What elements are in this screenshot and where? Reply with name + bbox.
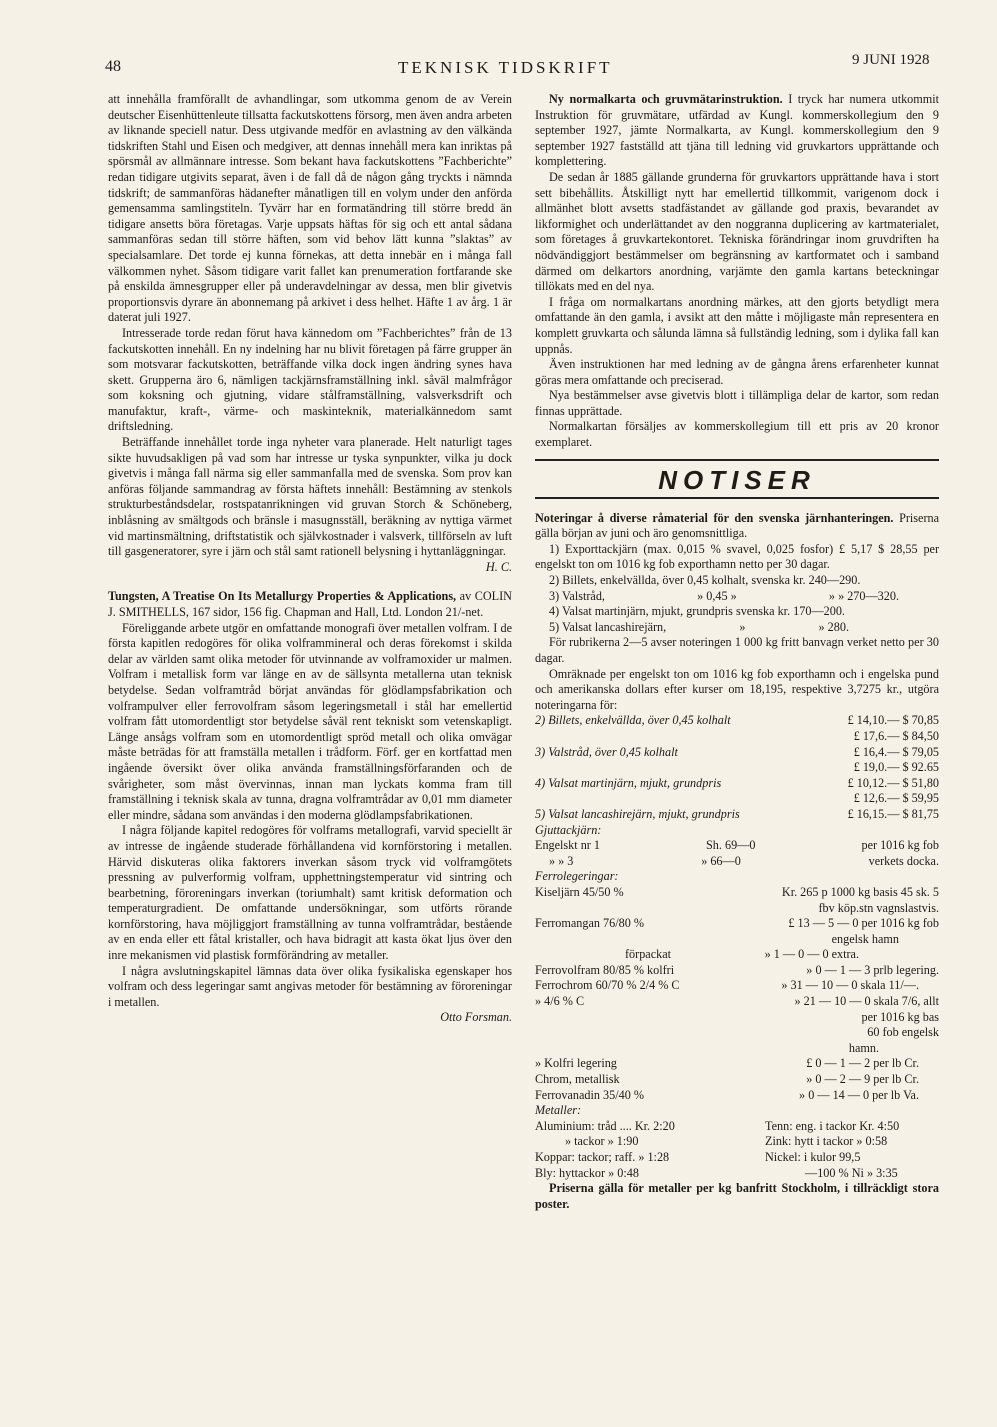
value: Tenn: eng. i tackor Kr. 4:50 bbox=[765, 1118, 900, 1133]
paragraph: I några avslutningskapitel lämnas data över olika fysikaliska egenskaper hos volfram och dess legeringar samt angivas metoder för bestämning av föroreningar i metallen. bbox=[108, 963, 512, 1009]
price-row bbox=[535, 963, 939, 979]
price-row bbox=[535, 1025, 939, 1041]
label: 4) Valsat martinjärn, mjukt, grundpris bbox=[535, 775, 722, 790]
paragraph: För rubrikerna 2—5 avser noteringen 1 000 kg fritt banvagn verket netto per 30 dagar. bbox=[535, 635, 939, 665]
value: £ 12,6.— $ 59,95 bbox=[853, 791, 939, 806]
paragraph: Intresserade torde redan förut hava kännedom om ”Fachberichtes” från de 13 fackutskotten innehåll. En ny indelning har nu blivit företagen på färre grupper än som motsvarar fackutskotten, beträffande vilka dock ingen ändring synes hava skett. Grupperna äro 6, nämligen tackjärnsframställning inkl. såväl malmfrågor som koksning och gjutning, vidare stålframställning, valsverksdrift och manufaktur, kraft-, värme- och maskinteknik, materialkännedom samt driftsledning. bbox=[108, 325, 512, 434]
label: Ferromangan 76/80 % bbox=[535, 916, 644, 931]
label: 3) Valstråd, över 0,45 kolhalt bbox=[535, 744, 678, 759]
price-row bbox=[535, 776, 939, 792]
paragraph: Även instruktionen har med ledning av de gångna årens erfarenheter kunnat göras mera omfattande och preciserad. bbox=[535, 357, 939, 387]
value: » tackor » 1:90 bbox=[565, 1134, 639, 1149]
price-row bbox=[535, 885, 939, 901]
section-title: NOTISER bbox=[658, 464, 816, 495]
paragraph: att innehålla framförallt de avhandlingar, som utkomma genom de av Verein deutscher Eisenhüttenleute tillsatta fackutskottens försorg, men även andra arbeten av liknande speciell natur. Dess utgivande medför en avlastning av den välkända tidskriften Stahl und Eisen och medgiver, att dennas innehåll mera kan inriktas på spörsmål av allmännare intresse. Som bekant hava fackutskottens ”Fachberichte” redan tidigare utgivits separat, även i de fall då de någon gång tryckts i nämnda tidskrift; de sammanföras hädanefter månatligen till en volym under den anförda gemensamma samlingstiteln. Tyvärr har en formatändring till större bredd än tidigare ansetts böra företagas. Varje uppsats häftas för sig och ett antal sådana sammanföras sedan till större häften, som vid behov lätt kunna ”slaktas” av specialsamlare. Det torde ej kunna förnekas, att detta innebär en i många fall välkommen nyhet. Såsom tidigare varit fallet kan prenumeration fortfarande ske på enskilda ämnesgrupper eller på underavdelningar av dessa, men blir givetvis proportionsvis dyrare än abonnemang på arkivet i dess helhet. Häfte 1 av årg. 1 är daterat juli 1927. bbox=[108, 92, 512, 325]
label: Engelskt nr 1 bbox=[535, 838, 600, 853]
price-row bbox=[535, 1041, 939, 1057]
page-number: 48 bbox=[105, 58, 121, 75]
label: Ferrovanadin 35/40 % bbox=[535, 1087, 644, 1102]
label: Kiseljärn 45/50 % bbox=[535, 884, 624, 899]
metal-prices bbox=[535, 1119, 939, 1181]
value: » 0 — 1 — 3 prlb legering. bbox=[806, 962, 939, 977]
value: per 1016 kg bas bbox=[861, 1009, 939, 1024]
paragraph: Beträffande innehållet torde inga nyheter vara planerade. Helt naturligt tages sikte huvudsakligen på vad som har intresse ur tyska synpunkter, vilka ju dock givetvis i många fall närma sig eller sammanfalla med de svenska. Som prov kan anföras följande sammandrag av första häftets innehåll: Bestämning av stenkols strukturbeståndsdelar, rostspatanrikningen vid gruvan Storch & Schöneberg, inblåsning av smältgods och bränsle i masugnsställ, beräkning av nyttiga värmet vid martinsmältning, driftstatistik och självkostnader i valsverk, tillförseln av luft till gasgeneratorer, syre i järn och stål samt rationell belysning i hyttanläggningar. bbox=[108, 435, 512, 559]
right-column bbox=[535, 92, 939, 1212]
divider bbox=[535, 497, 939, 499]
label: » 4/6 % C bbox=[535, 994, 585, 1009]
value: fbv köp.stn vagnslastvis. bbox=[818, 900, 939, 915]
article-heading bbox=[535, 92, 939, 170]
price-row bbox=[535, 916, 939, 932]
list-item: 2) Billets, enkelvällda, över 0,45 kolhalt, svenska kr. 240—290. bbox=[549, 573, 861, 588]
issue-date: 9 JUNI 1928 bbox=[852, 52, 930, 68]
label: » » 3 bbox=[549, 853, 574, 868]
value: Kr. 265 p 1000 kg basis 45 sk. 5 bbox=[781, 884, 939, 899]
value: —100 % Ni » 3:35 bbox=[805, 1165, 898, 1180]
value: » 31 — 10 — 0 skala 11/—. bbox=[781, 978, 919, 993]
value: £ 19,0.— $ 92.65 bbox=[853, 760, 939, 775]
price-row bbox=[535, 729, 939, 745]
value: 60 fob engelsk bbox=[867, 1025, 939, 1040]
price-row bbox=[535, 745, 939, 761]
value: verkets docka. bbox=[868, 853, 939, 868]
list-item bbox=[535, 620, 939, 636]
subheading: Metaller: bbox=[535, 1103, 582, 1118]
paragraph: I några följande kapitel redogöres för volframs metallografi, varvid speciellt är av intresse de ingående studerade förhållandena vid kornförstoring i metallen. Härvid diskuteras olika faktorers inverkan såsom tryck vid volframgötets pressning av pulverformig volfram, upphettningstemperatur vid sintring och bearbetning, föroreningars inverkan (toriumhalt) samt kritisk deformation och temperaturgradient. De omfattande undersökningar, som utförts rörande kornförstoring, hava möjliggjort framställning av tunna volframtrådar, bestående av en enda eller ett fåtal kristaller, och hava bidragit att kasta ökat ljus över den inre mekanismen vid plastisk formförändring av metaller. bbox=[108, 823, 512, 963]
value: » 0 — 14 — 0 per lb Va. bbox=[799, 1087, 919, 1102]
price-row bbox=[535, 947, 939, 963]
value: Sh. 69—0 bbox=[706, 838, 756, 853]
value: Koppar: tackor; raff. » 1:28 bbox=[535, 1150, 670, 1164]
book-review-heading bbox=[108, 589, 512, 620]
value: £ 0 — 1 — 2 per lb Cr. bbox=[806, 1056, 919, 1071]
notice-intro: Priserna gälla början av juni och äro genomsnittliga. bbox=[535, 510, 939, 541]
price-row bbox=[535, 1010, 939, 1026]
article-title: Ny normalkarta och gruvmätarinstruktion. bbox=[549, 92, 783, 106]
value: hamn. bbox=[848, 1040, 879, 1055]
value: Bly: hyttackor » 0:48 bbox=[535, 1165, 639, 1180]
price-row bbox=[535, 713, 939, 729]
paragraph: I fråga om normalkartans anordning märkes, att den gjorts betydligt mera omfattande än den gamla, i avsikt att den måtte i möjligaste mån representera en komplett gruvkarta och sålunda lämna så fullständig ledning, som i dylika fall kan uppnås. bbox=[535, 294, 939, 356]
paragraph: Normalkartan försäljes av kommerskollegium till ett pris av 20 kronor exemplaret. bbox=[535, 419, 939, 450]
divider bbox=[535, 459, 939, 461]
value: » 0 — 2 — 9 per lb Cr. bbox=[806, 1072, 919, 1087]
price-row bbox=[535, 791, 939, 807]
value: Zink: hytt i tackor » 0:58 bbox=[765, 1134, 888, 1149]
paragraph: I tryck har numera utkommit Instruktion för gruvmätare, utfärdad av Kungl. kommerskollegium den 9 september 1927, jämte Normalkarta, av Kungl. kommerskollegium den 9 september 1927 fastställd att tjäna till ledning vid gruvkartors upprättande och komplettering. bbox=[535, 92, 939, 169]
value: Nickel: i kulor 99,5 bbox=[765, 1150, 861, 1164]
value: £ 16,15.— $ 81,75 bbox=[847, 806, 939, 821]
journal-title: TEKNISK TIDSKRIFT bbox=[398, 58, 613, 77]
value: per 1016 kg fob bbox=[861, 838, 939, 853]
price-row bbox=[535, 1072, 939, 1088]
value: » 280. bbox=[818, 619, 849, 634]
value: £ 14,10.— $ 70,85 bbox=[847, 713, 939, 728]
paragraph: Omräknade per engelskt ton om 1016 kg fob exporthamn och i engelska pund och amerikanska dollars efter kurser om 18,195, respektive 3,7275 kr., utgöra noteringarna för: bbox=[535, 666, 939, 712]
label: förpackat bbox=[625, 947, 672, 962]
value: » 0,45 » bbox=[697, 588, 737, 603]
subheading: Gjuttackjärn: bbox=[535, 822, 602, 837]
label: Ferrochrom 60/70 % 2/4 % C bbox=[535, 978, 680, 993]
label: Ferrovolfram 80/85 % kolfri bbox=[535, 962, 675, 977]
book-meta: av COLIN J. SMITHELLS, 167 sidor, 156 fig. Chapman and Hall, Ltd. London 21/-net. bbox=[108, 589, 512, 619]
label: Chrom, metallisk bbox=[535, 1072, 620, 1087]
price-row bbox=[535, 1088, 939, 1104]
price-row bbox=[535, 932, 939, 948]
label: 5) Valsat lancashirejärn, mjukt, grundpris bbox=[535, 806, 740, 821]
value: engelsk hamn bbox=[831, 931, 899, 946]
paragraph: Föreliggande arbete utgör en omfattande monografi över metallen volfram. I de första kapitlen redogöres för olika volframmineral och deras förekomst i skilda delar av världen samt olika metoder för utvinnande av volframoxider ur malmen. Volfram i metallisk form var länge en av de sällsynta metallerna utan teknisk betydelse. Sedan volframtråd börjat användas för glödlampsfabrikation och volframpulver eller ferrovolfram såsom legeringsmetall i stål har emellertid volfram fått utomordentligt stor betydelse såväl rent tekniskt som vetenskapligt. Länge ansågs volfram som en utomordentligt spröd metall och olika omvägar måste beträdas för att framställa metallen i trådform. Förf. ger en kortfattad men ingående översikt över olika använda framställningsförfaranden och de svårigheter, som måst övervinnas, innan man lyckats komma fram till framställning i teknisk skala av tunna, dragna volframtrådar av 0,01 mm diameter eller mindre, sådana som användas i den moderna glödlampsfabrikationen. bbox=[108, 620, 512, 822]
book-title: Tungsten, A Treatise On Its Metallurgy Properties & Applications, bbox=[108, 589, 457, 604]
price-row bbox=[535, 807, 939, 823]
price-row bbox=[535, 854, 939, 870]
list-item: 1) Exporttackjärn (max. 0,015 % svavel, 0,025 fosfor) £ 5,17 $ 28,55 per engelskt ton om 1016 kg fob exporthamn netto per 30 dagar. bbox=[535, 541, 939, 572]
value: » 66—0 bbox=[701, 853, 741, 868]
price-row bbox=[535, 760, 939, 776]
label: 2) Billets, enkelvällda, över 0,45 kolhalt bbox=[535, 713, 731, 728]
price-row bbox=[535, 994, 939, 1010]
list-item bbox=[535, 589, 939, 605]
value: » bbox=[739, 619, 746, 634]
value: » » 270—320. bbox=[828, 588, 899, 603]
price-row bbox=[535, 1056, 939, 1072]
price-row bbox=[535, 901, 939, 917]
price-row bbox=[535, 978, 939, 994]
value: £ 17,6.— $ 84,50 bbox=[853, 728, 939, 743]
notice-heading bbox=[535, 511, 939, 542]
notice-title: Noteringar å diverse råmaterial för den svenska järnhanteringen. bbox=[535, 510, 894, 525]
label: » Kolfri legering bbox=[535, 1056, 617, 1071]
value: » 1 — 0 — 0 extra. bbox=[764, 947, 859, 962]
left-column bbox=[108, 92, 512, 1026]
paragraph: Priserna gälla för metaller per kg banfritt Stockholm, i tillräckligt stora poster. bbox=[535, 1181, 939, 1211]
value: £ 10,12.— $ 51,80 bbox=[847, 775, 939, 790]
label: 3) Valstråd, bbox=[549, 588, 605, 603]
label: 5) Valsat lancashirejärn, bbox=[549, 619, 667, 634]
signature: H. C. bbox=[485, 559, 512, 574]
value: » 21 — 10 — 0 skala 7/6, allt bbox=[794, 994, 939, 1009]
list-item: 4) Valsat martinjärn, mjukt, grundpris svenska kr. 170—200. bbox=[549, 604, 845, 619]
value: £ 16,4.— $ 79,05 bbox=[853, 744, 939, 759]
subheading: Ferrolegeringar: bbox=[535, 869, 619, 884]
price-row bbox=[535, 838, 939, 854]
paragraph: De sedan år 1885 gällande grunderna för gruvkartors upprättande hava i stort sett bibehållits. Åtskilligt nytt har emellertid tillkommit, varigenom dock i allmänhet blott avsetts stadfästandet av gällande god praxis, bevarandet av likformighet och underlättandet av den noggranna duplicering av kartmaterialet, som företages å gruvkartekontoret. Tekniska förändringar inom gruvdriften ha nödvändiggjort bestämmelser om begränsning av kartformatet och i samband därmed om delkartors anordning, varjämte den gamla kartans beteckningar tillökats med en del nya. bbox=[535, 169, 939, 294]
value: £ 13 — 5 — 0 per 1016 kg fob bbox=[788, 916, 939, 931]
value: Aluminium: tråd .... Kr. 2:20 bbox=[535, 1118, 675, 1133]
signature: Otto Forsman. bbox=[440, 1010, 512, 1025]
paragraph: Nya bestämmelser avse givetvis blott i tillämpliga delar de kartor, som redan finnas upprättade. bbox=[535, 388, 939, 418]
